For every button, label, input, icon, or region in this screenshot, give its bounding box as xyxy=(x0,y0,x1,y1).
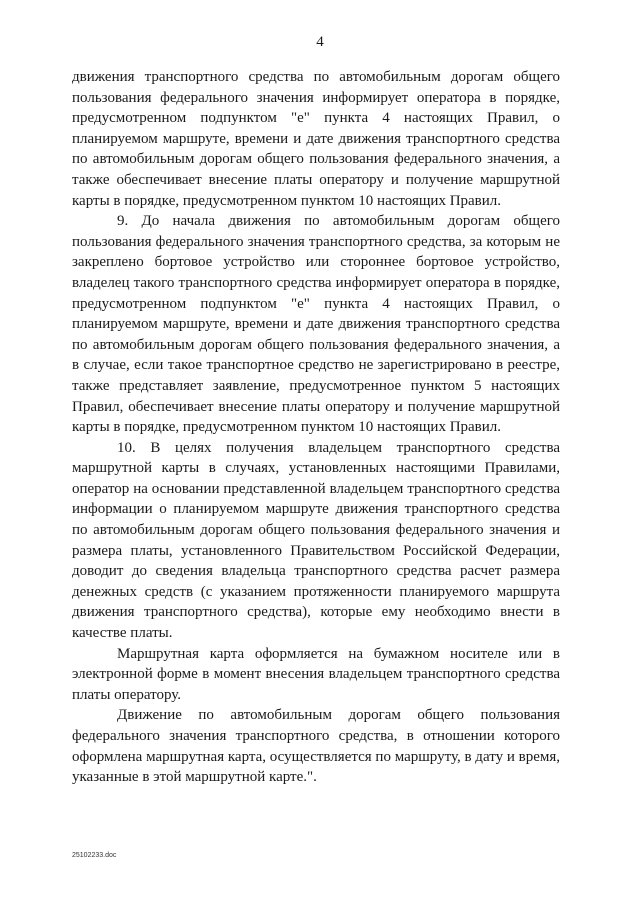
paragraph-item-9: 9. До начала движения по автомобильным дорогам общего пользования федерального значения транспортного средства, за которым не закреплено бортовое устройство или стороннее бортовое устройство, владелец такого транспортного средства информирует оператора в порядке, предусмотренном подпунктом "е" пункта 4 настоящих Правил, о планируемом маршруте, времени и дате движения транспортного средства по автомобильным дорогам общего пользования федерального значения, а в случае, если такое транспортное средство не зарегистрировано в реестре, также представляет заявление, предусмотренное пунктом 5 настоящих Правил, обеспечивает внесение платы оператору и получение маршрутной карты в порядке, предусмотренном пунктом 10 настоящих Правил. xyxy=(72,213,560,436)
page-number: 4 xyxy=(316,34,324,50)
paragraph-item-10: 10. В целях получения владельцем транспортного средства маршрутной карты в случаях, установленных настоящими Правилами, оператор на основании представленной владельцем транспортного средства информации о планируемом маршруте движения транспортного средства по автомобильным дорогам общего пользования федерального значения и размера платы, установленного Правительством Российской Федерации, доводит до сведения владельца транспортного средства расчет размера денежных средств (с указанием протяженности планируемого маршрута движения транспортного средства), которые ему необходимо внести в качестве платы. xyxy=(72,439,560,642)
paragraph-continuation: движения транспортного средства по автомобильным дорогам общего пользования федерального значения информирует оператора в порядке, предусмотренном подпунктом "е" пункта 4 настоящих Правил, о планируемом маршруте, времени и дате движения транспортного средства по автомобильным дорогам общего пользования федерального значения, а также обеспечивает внесение платы оператору и получение маршрутной карты в порядке, предусмотренном пунктом 10 настоящих Правил. xyxy=(72,69,560,209)
document-filename: 25102233.doc xyxy=(72,852,117,859)
document-body xyxy=(72,67,560,788)
paragraph-route-card-movement: Движение по автомобильным дорогам общего пользования федерального значения транспортного средства, в отношении которого оформлена маршрутная карта, осуществляется по маршруту, в дату и время, указанные в этой маршрутной карте.". xyxy=(72,707,560,786)
paragraph-route-card-format: Маршрутная карта оформляется на бумажном носителе или в электронной форме в момент внесения владельцем транспортного средства платы оператору. xyxy=(72,645,560,703)
